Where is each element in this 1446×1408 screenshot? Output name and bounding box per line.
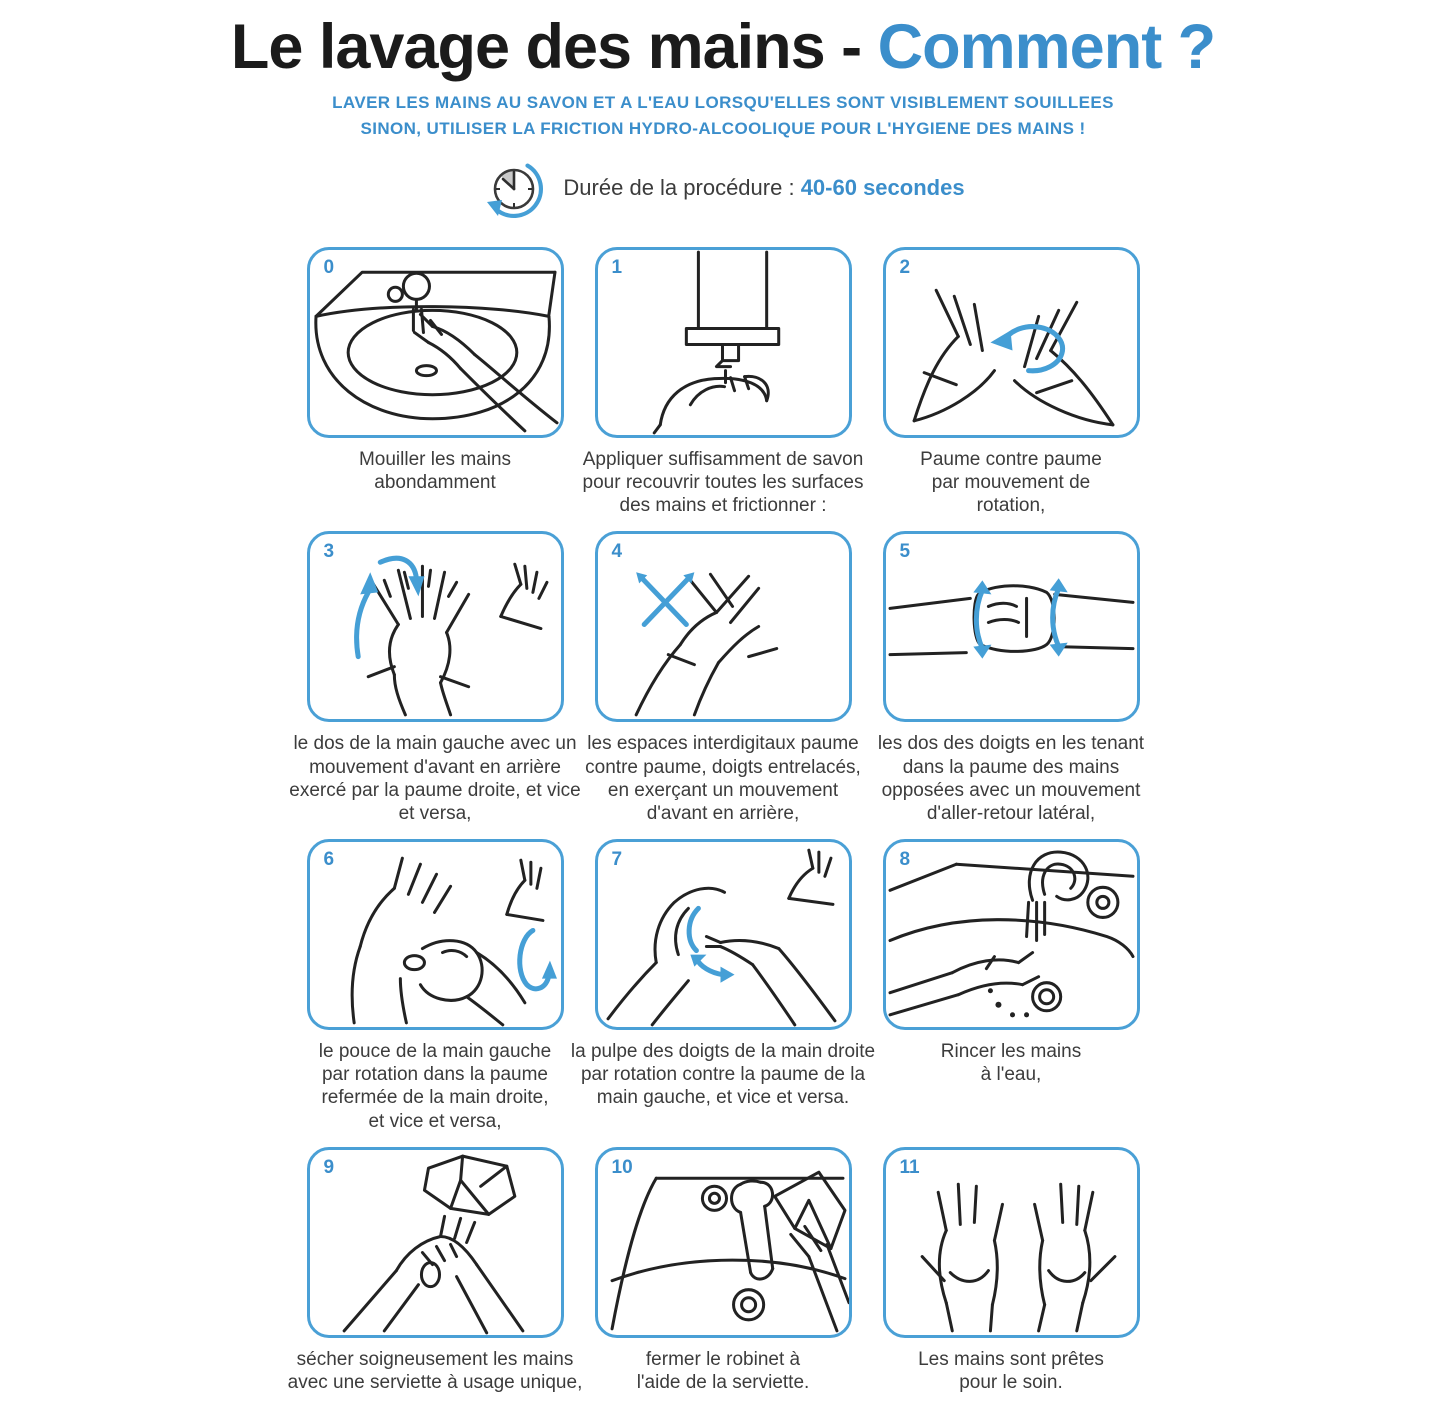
step-panel-3 [307, 531, 564, 722]
step-cell-0 [306, 247, 564, 518]
step-caption-2: Paume contre paume par mouvement de rotation, [920, 448, 1102, 517]
step-number-6: 6 [323, 849, 335, 871]
step-caption-5: les dos des doigts en les tenant dans la paume des mains opposées avec un mouvement d'aller-retour latéral, [877, 733, 1145, 824]
step-number-0: 0 [323, 256, 335, 278]
step-cell-5 [877, 531, 1145, 825]
poster-title-black: Le lavage des mains - [230, 12, 862, 82]
step-panel-6 [307, 839, 564, 1030]
poster-title-blue: Comment ? [877, 12, 1216, 82]
step-panel-4 [595, 531, 852, 722]
steps-grid [287, 247, 1145, 1394]
step-panel-0 [307, 247, 564, 438]
back-of-hand-rub-icon [310, 534, 561, 719]
close-faucet-towel-icon [598, 1150, 849, 1335]
palm-to-palm-rotation-icon [886, 250, 1137, 435]
thumb-rotation-icon [310, 842, 561, 1027]
duration-value: 40-60 secondes [800, 174, 965, 200]
step-cell-10 [594, 1147, 852, 1394]
step-caption-6: le pouce de la main gauche par rotation dans la paume refermée de la main droite, et vice et versa, [318, 1041, 552, 1132]
step-panel-1 [595, 247, 852, 438]
step-caption-3: le dos de la main gauche avec un mouvement d'avant en arrière exercé par la paume droite, et vice et versa, [289, 733, 581, 824]
step-number-5: 5 [899, 541, 911, 563]
duration-row [0, 155, 1446, 221]
step-number-3: 3 [323, 541, 335, 563]
step-panel-7 [595, 839, 852, 1030]
backs-of-fingers-icon [886, 534, 1137, 719]
step-caption-4: les espaces interdigitaux paume contre paume, doigts entrelacés, en exerçant un mouvement d'avant en arrière, [585, 733, 861, 824]
step-cell-8 [882, 839, 1140, 1133]
step-number-4: 4 [611, 541, 623, 563]
step-panel-9 [307, 1147, 564, 1338]
step-cell-2 [882, 247, 1140, 518]
step-number-7: 7 [611, 849, 623, 871]
wet-hands-sink-icon [310, 250, 561, 435]
duration-text [563, 175, 964, 201]
step-number-1: 1 [611, 256, 623, 278]
step-panel-11 [883, 1147, 1140, 1338]
step-panel-5 [883, 531, 1140, 722]
timer-clock-icon [481, 156, 545, 220]
interlaced-fingers-icon [598, 534, 849, 719]
step-cell-4 [585, 531, 861, 825]
step-panel-8 [883, 839, 1140, 1030]
step-caption-9: sécher soigneusement les mains avec une serviette à usage unique, [287, 1348, 583, 1393]
step-panel-10 [595, 1147, 852, 1338]
fingertips-rotation-icon [598, 842, 849, 1027]
step-caption-8: Rincer les mains à l'eau, [940, 1041, 1082, 1086]
step-panel-2 [883, 247, 1140, 438]
duration-label: Durée de la procédure : [563, 174, 795, 200]
step-cell-11 [882, 1147, 1140, 1394]
step-number-9: 9 [323, 1156, 335, 1178]
step-cell-3 [289, 531, 581, 825]
step-number-8: 8 [899, 849, 911, 871]
subtitle-line-1: LAVER LES MAINS AU SAVON ET A L'EAU LORSQU'ELLES SONT VISIBLEMENT SOUILLEES [332, 93, 1114, 113]
step-cell-1 [582, 247, 864, 518]
step-cell-6 [306, 839, 564, 1133]
hands-ready-icon [886, 1150, 1137, 1335]
step-caption-1: Appliquer suffisamment de savon pour recouvrir toutes les surfaces des mains et frictionner : [582, 448, 864, 517]
step-cell-9 [287, 1147, 583, 1394]
step-caption-7: la pulpe des doigts de la main droite par rotation contre la paume de la main gauche, et vice et versa. [570, 1041, 876, 1109]
soap-dispenser-icon [598, 250, 849, 435]
poster-subtitle [0, 90, 1446, 143]
poster-title [0, 0, 1446, 80]
rinse-hands-icon [886, 842, 1137, 1027]
step-number-10: 10 [611, 1156, 633, 1178]
step-caption-10: fermer le robinet à l'aide de la serviette. [636, 1348, 810, 1393]
subtitle-line-2: SINON, UTILISER LA FRICTION HYDRO-ALCOOLIQUE POUR L'HYGIENE DES MAINS ! [360, 119, 1086, 139]
step-number-11: 11 [899, 1156, 920, 1178]
towel-dry-icon [310, 1150, 561, 1335]
step-caption-0: Mouiller les mains abondamment [358, 448, 512, 493]
step-caption-11: Les mains sont prêtes pour le soin. [918, 1348, 1104, 1393]
step-number-2: 2 [899, 256, 911, 278]
step-cell-7 [570, 839, 876, 1133]
